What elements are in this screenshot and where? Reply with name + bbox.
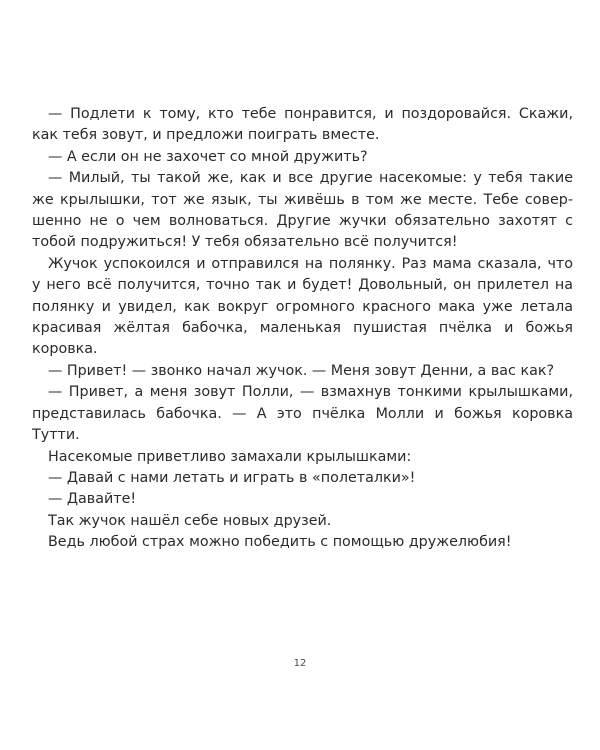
paragraph: — Привет, а меня зовут Полли, — взмахнув тонкими крылышками, представилась бабочка. — А это пчёлка Молли и божья коровка Тутти. [32,384,573,444]
page-number: 12 [293,658,307,669]
paragraph: — А если он не захочет со мной дружить? [48,148,368,165]
paragraph: — Давай с нами летать и играть в «полеталки»! [48,469,416,486]
paragraph: Насекомые приветливо замахали крылышками: [48,448,412,465]
paragraph: — Милый, ты такой же, как и все другие насекомые: у тебя такие же крылышки, тот же язык, ты живёшь в том же месте. Тебе совершенно не о чем волноваться. Другие жучки обязательно захотят с тобой подружиться! У тебя обязательно всё получится! [32,170,573,251]
paragraph: Ведь любой страх можно победить с помощью дружелюбия! [48,534,512,551]
paragraph: — Привет! — звонко начал жучок. — Меня зовут Денни, а вас как? [48,362,555,379]
story-text [32,104,573,554]
paragraph: — Подлети к тому, кто тебе понравится, и поздоровайся. Скажи, как тебя зовут, и предложи поиграть вместе. [32,106,573,144]
paragraph: — Давайте! [48,491,137,508]
paragraph: Жучок успокоился и отправился на полянку. Раз мама сказала, что у него всё получится, точно так и будет! Довольный, он прилетел на полянку и увидел, как вокруг огромного красного мака уже летала красивая жёлтая бабочка, маленькая пушистая пчёлка и божья коровка. [32,255,573,358]
paragraph: Так жучок нашёл себе новых друзей. [48,512,332,529]
